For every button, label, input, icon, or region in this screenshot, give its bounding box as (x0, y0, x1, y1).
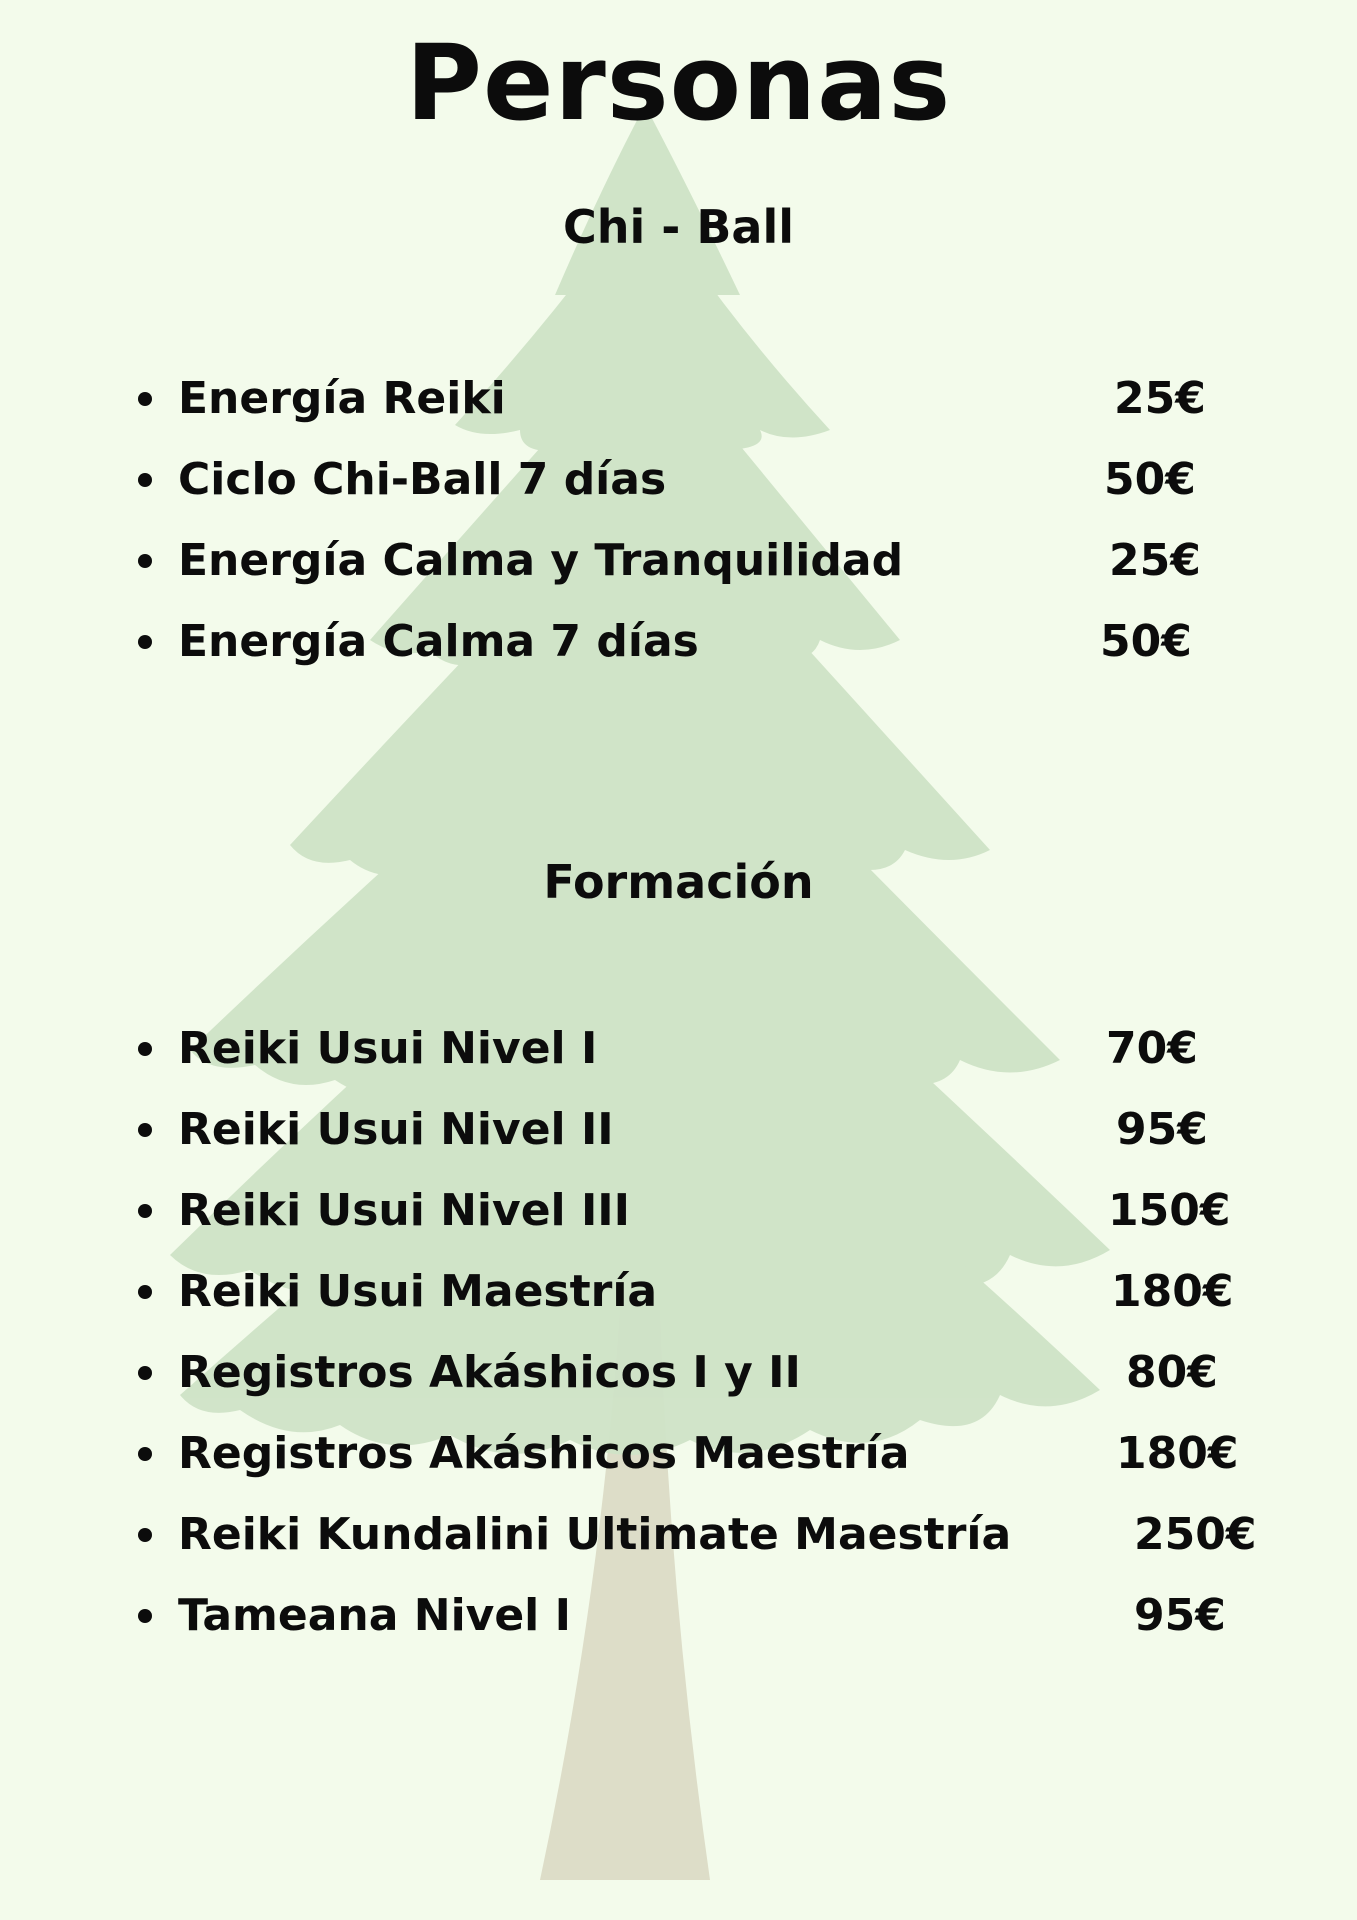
item-price: 50€ (1100, 616, 1192, 667)
item-price: 180€ (1111, 1266, 1234, 1317)
list-item (138, 1089, 1258, 1170)
item-label: Energía Calma y Tranquilidad (178, 535, 904, 586)
item-label: Reiki Usui Nivel III (178, 1185, 631, 1236)
list-item (138, 1575, 1258, 1656)
item-label: Energía Calma 7 días (178, 616, 699, 667)
item-label: Ciclo Chi-Ball 7 días (178, 454, 667, 505)
formacion-price-list (138, 1008, 1258, 1656)
item-label: Reiki Kundalini Ultimate Maestría (178, 1509, 1012, 1560)
bullet-icon (138, 635, 152, 649)
item-price: 95€ (1116, 1104, 1208, 1155)
item-price: 70€ (1106, 1023, 1198, 1074)
item-label: Reiki Usui Maestría (178, 1266, 658, 1317)
bullet-icon (138, 1042, 152, 1056)
item-price: 50€ (1104, 454, 1196, 505)
item-label: Registros Akáshicos Maestría (178, 1428, 910, 1479)
bullet-icon (138, 1447, 152, 1461)
item-label: Reiki Usui Nivel I (178, 1023, 598, 1074)
item-label: Reiki Usui Nivel II (178, 1104, 614, 1155)
bullet-icon (138, 1285, 152, 1299)
item-price: 180€ (1116, 1428, 1239, 1479)
section-heading-formacion: Formación (543, 855, 814, 909)
item-label: Tameana Nivel I (178, 1590, 571, 1641)
list-item (138, 1251, 1258, 1332)
item-price: 150€ (1108, 1185, 1231, 1236)
item-price: 25€ (1114, 373, 1206, 424)
item-label: Energía Reiki (178, 373, 506, 424)
item-price: 25€ (1109, 535, 1201, 586)
list-item (138, 1170, 1258, 1251)
bullet-icon (138, 1609, 152, 1623)
list-item (138, 1494, 1258, 1575)
chi-ball-price-list (138, 358, 1258, 682)
list-item (138, 601, 1258, 682)
list-item (138, 358, 1258, 439)
item-price: 250€ (1134, 1509, 1257, 1560)
bullet-icon (138, 1366, 152, 1380)
page-title: Personas (405, 22, 952, 144)
list-item (138, 439, 1258, 520)
bullet-icon (138, 1528, 152, 1542)
item-price: 80€ (1126, 1347, 1218, 1398)
item-label: Registros Akáshicos I y II (178, 1347, 801, 1398)
bullet-icon (138, 1204, 152, 1218)
list-item (138, 520, 1258, 601)
section-heading-chi-ball: Chi - Ball (562, 200, 795, 254)
list-item (138, 1332, 1258, 1413)
item-price: 95€ (1134, 1590, 1226, 1641)
list-item (138, 1413, 1258, 1494)
bullet-icon (138, 473, 152, 487)
bullet-icon (138, 1123, 152, 1137)
bullet-icon (138, 554, 152, 568)
list-item (138, 1008, 1258, 1089)
bullet-icon (138, 392, 152, 406)
